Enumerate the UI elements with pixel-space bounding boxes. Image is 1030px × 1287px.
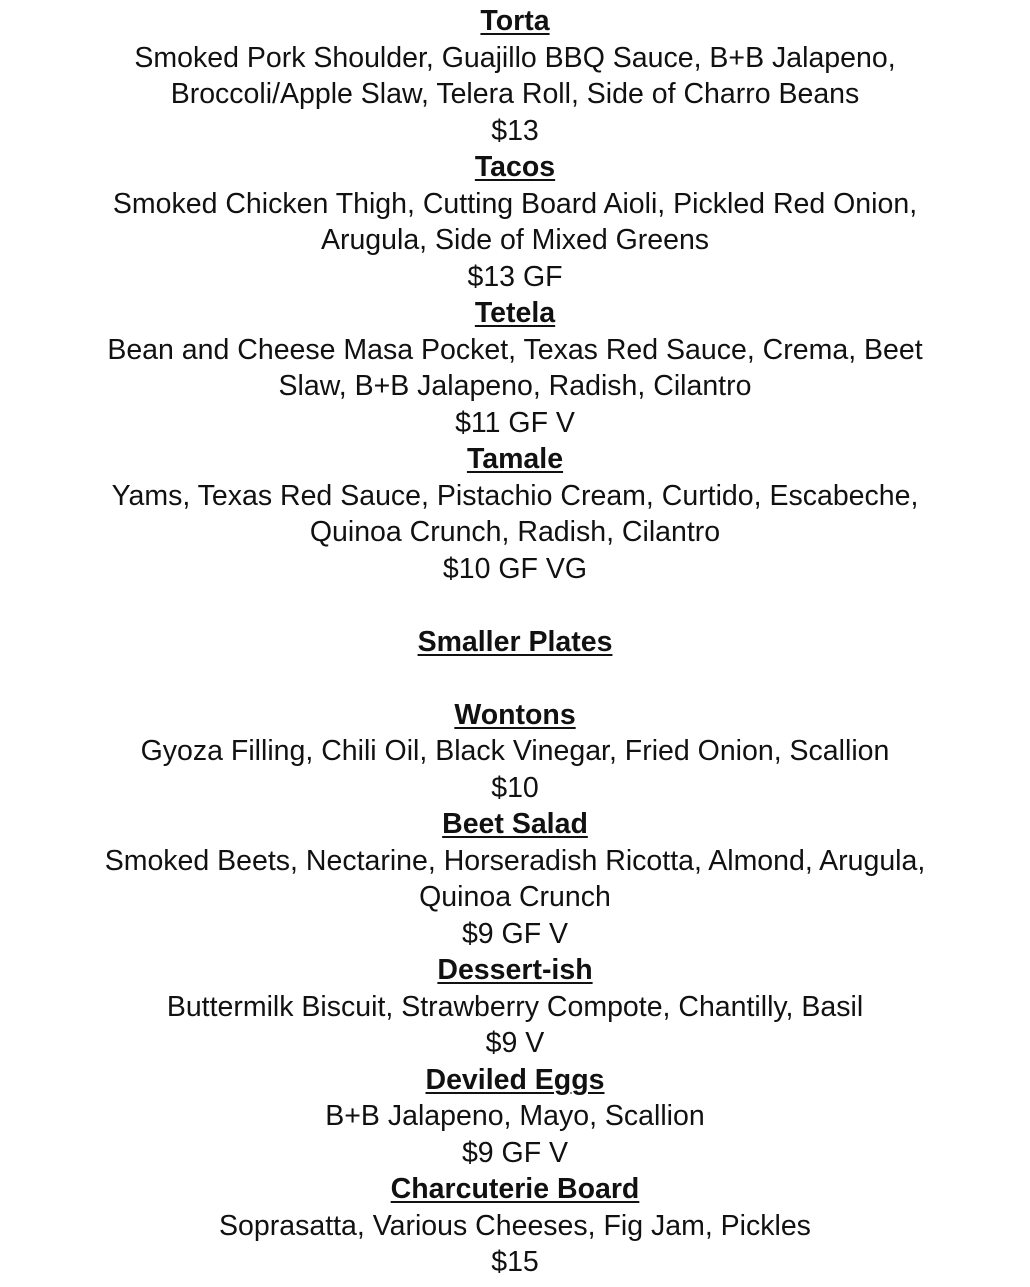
spacer	[0, 660, 1030, 697]
item-description: Smoked Chicken Thigh, Cutting Board Aioli, Pickled Red Onion,	[112, 187, 918, 220]
item-price: $11 GF V	[455, 406, 575, 439]
item-description: Buttermilk Biscuit, Strawberry Compote, Chantilly, Basil	[166, 990, 864, 1023]
menu-item-tetela	[0, 295, 1030, 441]
menu-item-charcuterie-board	[0, 1171, 1030, 1281]
item-price: $13	[491, 114, 539, 147]
item-name: Beet Salad	[442, 808, 588, 840]
menu-item-wontons	[0, 697, 1030, 807]
item-description: Quinoa Crunch, Radish, Cilantro	[309, 516, 721, 548]
item-price: $13 GF	[467, 260, 563, 293]
item-description: Yams, Texas Red Sauce, Pistachio Cream, Curtido, Escabeche,	[111, 479, 919, 512]
item-name: Tetela	[474, 297, 556, 329]
menu-item-beet-salad	[0, 806, 1030, 952]
menu	[0, 3, 1030, 1281]
item-description: Gyoza Filling, Chili Oil, Black Vinegar, Fried Onion, Scallion	[140, 735, 890, 767]
item-description: Arugula, Side of Mixed Greens	[320, 224, 710, 256]
item-description: Soprasatta, Various Cheeses, Fig Jam, Pickles	[219, 1209, 811, 1242]
item-description: Slaw, B+B Jalapeno, Radish, Cilantro	[278, 370, 752, 402]
section-heading: Smaller Plates	[417, 625, 613, 658]
item-description: Bean and Cheese Masa Pocket, Texas Red Sauce, Crema, Beet	[107, 333, 923, 366]
item-name: Torta	[480, 5, 550, 37]
item-price: $9 V	[485, 1027, 545, 1059]
item-name: Tamale	[466, 443, 564, 475]
item-description: B+B Jalapeno, Mayo, Scallion	[325, 1100, 705, 1132]
item-name: Deviled Eggs	[425, 1063, 605, 1096]
item-name: Charcuterie Board	[390, 1173, 640, 1205]
item-price: $9 GF V	[461, 1136, 569, 1169]
item-name: Tacos	[474, 151, 556, 183]
item-description: Quinoa Crunch	[419, 881, 611, 913]
item-description: Smoked Beets, Nectarine, Horseradish Ricotta, Almond, Arugula,	[104, 844, 926, 877]
item-price: $10	[491, 771, 539, 804]
item-description: Broccoli/Apple Slaw, Telera Roll, Side of Charro Beans	[170, 78, 860, 110]
menu-item-torta	[0, 3, 1030, 149]
item-price: $10 GF VG	[442, 552, 588, 585]
spacer	[0, 587, 1030, 624]
item-name: Dessert-ish	[437, 954, 593, 986]
menu-item-tacos	[0, 149, 1030, 295]
menu-item-dessert-ish	[0, 952, 1030, 1062]
item-description: Smoked Pork Shoulder, Guajillo BBQ Sauce, B+B Jalapeno,	[134, 41, 896, 74]
menu-item-deviled-eggs	[0, 1062, 1030, 1172]
item-price: $9 GF V	[461, 917, 569, 950]
item-price: $15	[491, 1246, 539, 1278]
menu-item-tamale	[0, 441, 1030, 587]
item-name: Wontons	[454, 698, 576, 731]
